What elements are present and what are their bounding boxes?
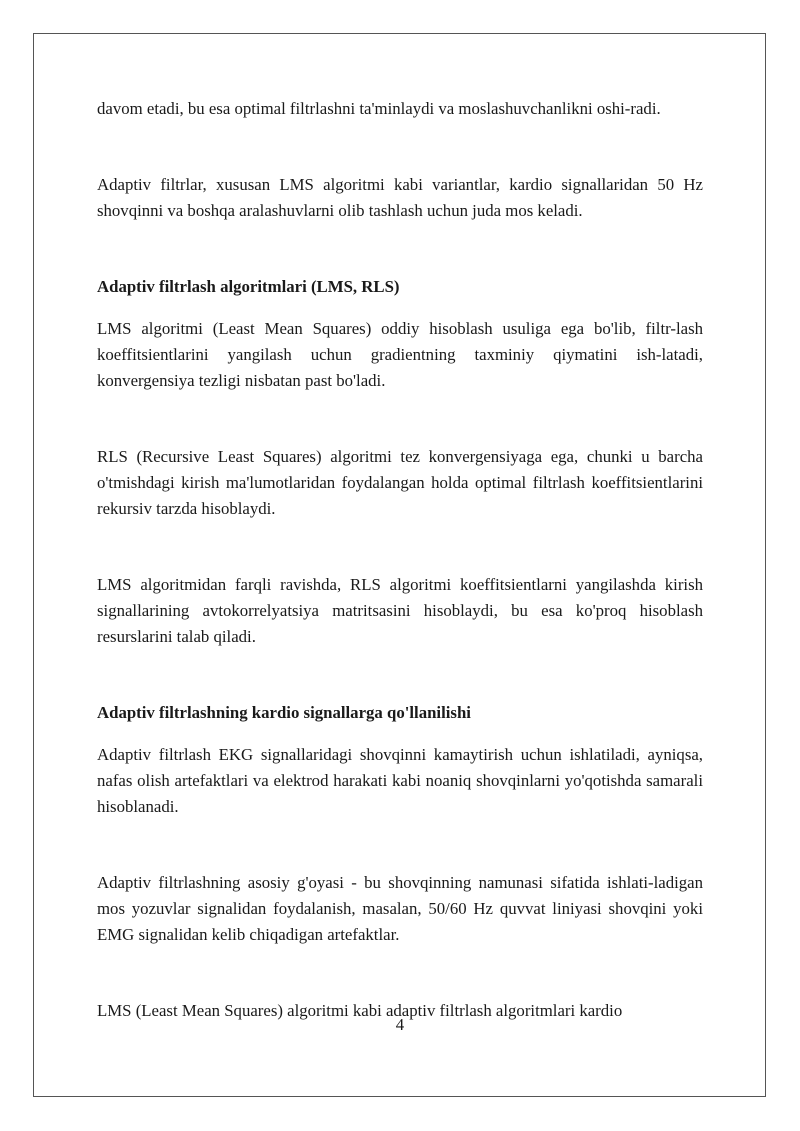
paragraph: Adaptiv filtrlar, xususan LMS algoritmi kabi variantlar, kardio signallaridan 50 Hz shovqinni va boshqa aralashuvlarni olib tashlash uchun juda mos keladi.: [97, 175, 703, 220]
paragraph: LMS algoritmidan farqli ravishda, RLS algoritmi koeffitsientlarni yangilashda kirish signallarining avtokorrelyatsiya matritsasini hisoblaydi, bu esa ko'proq hisoblash resurslarini talab qiladi.: [97, 575, 703, 646]
paragraph: LMS algoritmi (Least Mean Squares) oddiy hisoblash usuliga ega bo'lib, filtr-lash koeffitsientlarini yangilash uchun gradientning taxminiy qiymatini ish-latadi, konvergensiya tezligi nisbatan past bo'ladi.: [97, 319, 703, 390]
page-number: 4: [395, 1015, 405, 1034]
paragraph: RLS (Recursive Least Squares) algoritmi tez konvergensiyaga ega, chunki u barcha o'tmishdagi kirish ma'lumotlaridan foydalangan holda optimal filtrlash koeffitsientlarini rekursiv tarzda hisoblaydi.: [97, 447, 703, 518]
section-heading: Adaptiv filtrlash algoritmlari (LMS, RLS): [97, 277, 400, 296]
paragraph: Adaptiv filtrlash EKG signallaridagi shovqinni kamaytirish uchun ishlatiladi, ayniqsa, nafas olish artefaktlari va elektrod harakati kabi noaniq shovqinlarni yo'qotishda samarali hisoblanadi.: [97, 745, 703, 816]
document-body: [97, 96, 703, 1024]
section-heading: Adaptiv filtrlashning kardio signallarga qo'llanilishi: [97, 703, 471, 722]
paragraph: davom etadi, bu esa optimal filtrlashni ta'minlaydi va moslashuvchanlikni oshi-radi.: [97, 99, 661, 118]
paragraph: LMS (Least Mean Squares) algoritmi kabi adaptiv filtrlash algoritmlari kardio: [97, 1001, 623, 1020]
paragraph: Adaptiv filtrlashning asosiy g'oyasi - bu shovqinning namunasi sifatida ishlati-ladigan mos yozuvlar signalidan foydalanish, masalan, 50/60 Hz quvvat liniyasi shovqini yoki EMG signalidan kelib chiqadigan artefaktlar.: [97, 873, 703, 944]
